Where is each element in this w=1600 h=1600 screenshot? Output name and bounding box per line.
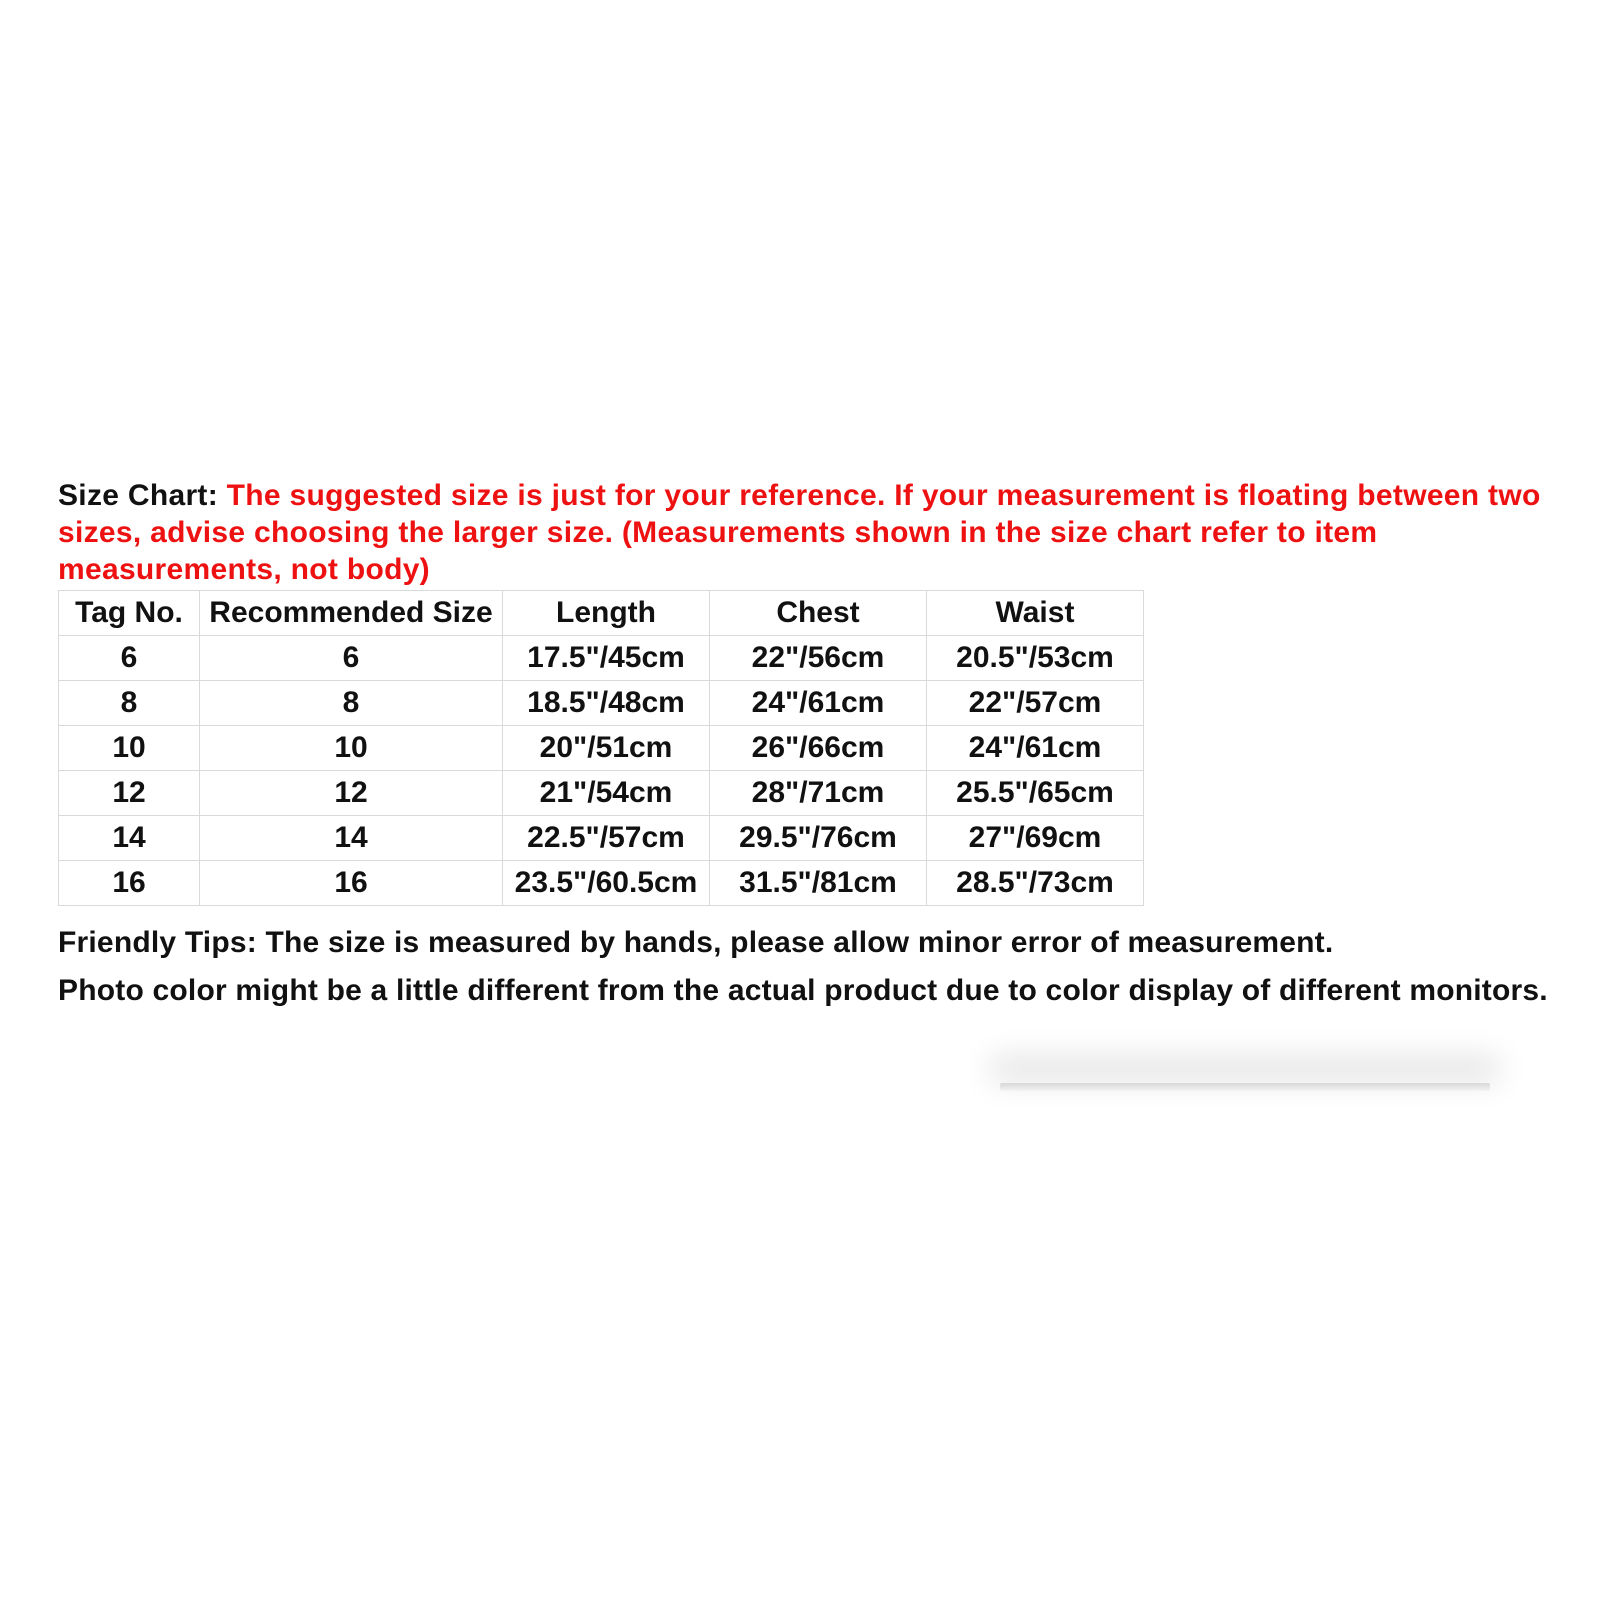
cell-recommended-size: 14 [200,816,503,861]
cell-tag-no: 10 [59,726,200,771]
size-chart-section [58,477,1558,1009]
cell-length: 22.5"/57cm [503,816,710,861]
table-row [59,771,1144,816]
table-header-row [59,591,1144,636]
table-row [59,861,1144,906]
shadow-divider [1000,1083,1490,1091]
table-row [59,681,1144,726]
size-chart-note: The suggested size is just for your reference. If your measurement is floating between two sizes, advise choosing the larger size. (Measurements shown in the size chart refer to item measurements, not body) [58,479,1541,586]
cell-tag-no: 6 [59,636,200,681]
table-row [59,636,1144,681]
table-row [59,726,1144,771]
header-chest: Chest [710,591,927,636]
cell-waist: 25.5"/65cm [927,771,1144,816]
cell-recommended-size: 10 [200,726,503,771]
photo-color-note: Photo color might be a little different from the actual product due to color display of different monitors. [58,974,1548,1007]
size-chart-intro [58,477,1558,588]
cell-length: 18.5"/48cm [503,681,710,726]
table-row [59,816,1144,861]
cell-chest: 24"/61cm [710,681,927,726]
cell-chest: 26"/66cm [710,726,927,771]
size-table [58,590,1144,906]
cell-tag-no: 12 [59,771,200,816]
cell-tag-no: 8 [59,681,200,726]
cell-length: 23.5"/60.5cm [503,861,710,906]
header-recommended-size: Recommended Size [200,591,503,636]
size-chart-label: Size Chart: [58,479,227,512]
header-length: Length [503,591,710,636]
header-tag-no: Tag No. [59,591,200,636]
cell-recommended-size: 6 [200,636,503,681]
cell-recommended-size: 16 [200,861,503,906]
header-waist: Waist [927,591,1144,636]
cell-recommended-size: 8 [200,681,503,726]
cell-length: 20"/51cm [503,726,710,771]
cell-chest: 22"/56cm [710,636,927,681]
cell-length: 17.5"/45cm [503,636,710,681]
cell-waist: 20.5"/53cm [927,636,1144,681]
friendly-tips: Friendly Tips: The size is measured by hands, please allow minor error of measurement. [58,926,1334,959]
cell-chest: 28"/71cm [710,771,927,816]
cell-chest: 31.5"/81cm [710,861,927,906]
cell-length: 21"/54cm [503,771,710,816]
cell-tag-no: 16 [59,861,200,906]
cell-waist: 24"/61cm [927,726,1144,771]
cell-chest: 29.5"/76cm [710,816,927,861]
cell-waist: 28.5"/73cm [927,861,1144,906]
cell-recommended-size: 12 [200,771,503,816]
cell-waist: 22"/57cm [927,681,1144,726]
cell-waist: 27"/69cm [927,816,1144,861]
cell-tag-no: 14 [59,816,200,861]
